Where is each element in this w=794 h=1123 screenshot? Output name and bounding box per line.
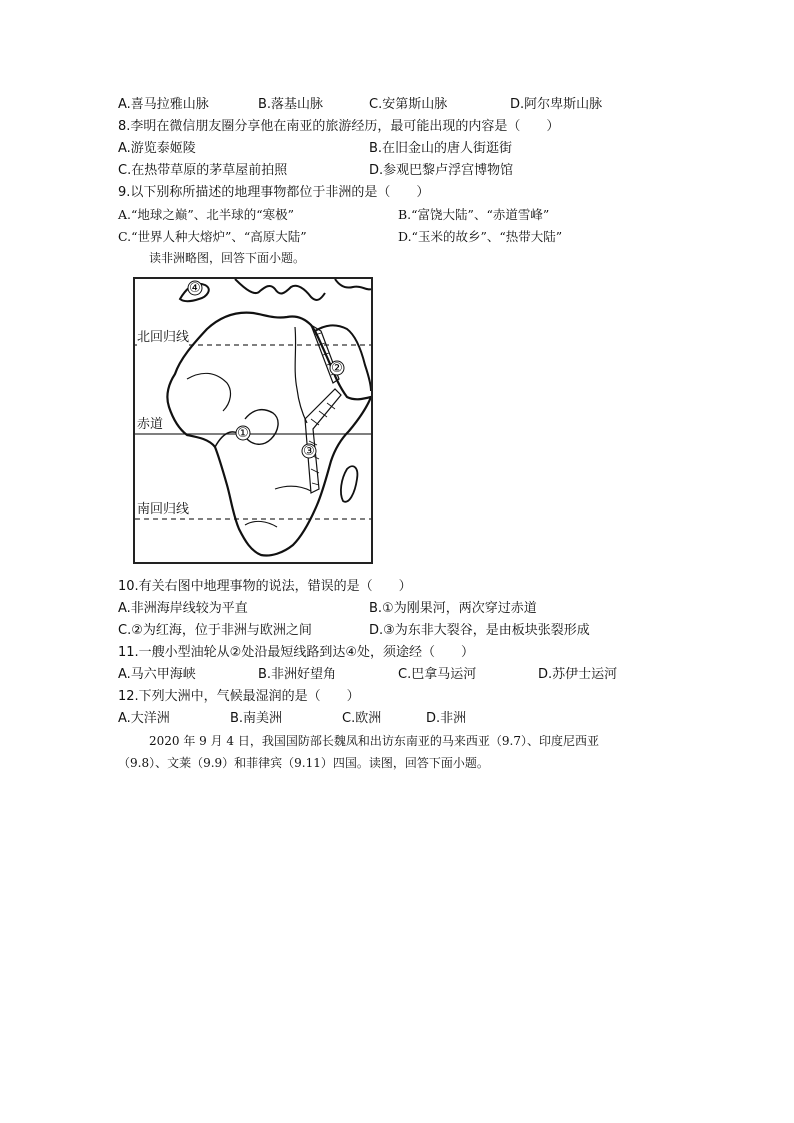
q8-option-d[interactable]: D.参观巴黎卢浮宫博物馆	[369, 163, 514, 178]
marker-2: ②	[331, 361, 343, 376]
q11-stem: 11.一艘小型油轮从②处沿最短线路到达④处，须途经（ ）	[118, 645, 474, 660]
q12-option-b[interactable]: B.南美洲	[230, 711, 283, 726]
passage-line-2: （9.8）、文莱（9.9）和菲律宾（9.11）四国。读图，回答下面小题。	[118, 756, 489, 770]
nile-river	[295, 327, 307, 423]
equator-label: 赤道	[137, 417, 164, 432]
q10-option-c[interactable]: C.②为红海，位于非洲与欧洲之间	[118, 623, 312, 638]
q9-option-d[interactable]: D.“玉米的故乡”、“热带大陆”	[398, 229, 563, 244]
q11-option-b[interactable]: B.非洲好望角	[258, 667, 337, 682]
q9-option-a[interactable]: A.“地球之巅”、北半球的“寒极”	[118, 207, 295, 222]
marker-4: ④	[189, 281, 201, 296]
q11-option-c[interactable]: C.巴拿马运河	[398, 667, 477, 682]
tropic-south-label: 南回归线	[137, 502, 190, 517]
q7-option-b[interactable]: B.落基山脉	[258, 97, 324, 112]
map-intro: 读非洲略图，回答下面小题。	[149, 251, 306, 265]
q8-stem: 8.李明在微信朋友圈分享他在南亚的旅游经历，最可能出现的内容是（ ）	[118, 119, 560, 134]
east-african-rift	[305, 389, 341, 493]
q8-option-c[interactable]: C.在热带草原的茅草屋前拍照	[118, 163, 288, 178]
tropic-north-label: 北回归线	[137, 330, 190, 345]
asia-coast	[335, 279, 371, 289]
q9-option-c[interactable]: C.“世界人种大熔炉”、“高原大陆”	[118, 229, 307, 244]
q8-option-b[interactable]: B.在旧金山的唐人街逛街	[369, 141, 513, 156]
q7-option-c[interactable]: C.安第斯山脉	[369, 97, 448, 112]
europe-coast	[235, 279, 325, 300]
q10-option-a[interactable]: A.非洲海岸线较为平直	[118, 601, 248, 616]
q11-option-a[interactable]: A.马六甲海峡	[118, 667, 196, 682]
q7-option-d[interactable]: D.阿尔卑斯山脉	[510, 97, 603, 112]
passage-line-1: 2020 年 9 月 4 日，我国国防部长魏凤和出访东南亚的马来西亚（9.7）、印度尼西亚	[149, 734, 599, 748]
q12-option-c[interactable]: C.欧洲	[342, 711, 382, 726]
q9-option-b[interactable]: B.“富饶大陆”、“赤道雪峰”	[398, 207, 550, 222]
q8-option-a[interactable]: A.游览泰姬陵	[118, 141, 196, 156]
marker-3: ③	[303, 444, 315, 459]
q10-option-d[interactable]: D.③为东非大裂谷，是由板块张裂形成	[369, 623, 590, 638]
q9-stem: 9.以下别称所描述的地理事物都位于非洲的是（ ）	[118, 185, 430, 200]
africa-map-drawing	[135, 279, 371, 562]
marker-1: ①	[237, 426, 249, 441]
q10-option-b[interactable]: B.①为刚果河，两次穿过赤道	[369, 601, 537, 616]
q11-option-d[interactable]: D.苏伊士运河	[538, 667, 618, 682]
q10-stem: 10.有关右图中地理事物的说法，错误的是（ ）	[118, 579, 412, 594]
q12-option-a[interactable]: A.大洋洲	[118, 711, 170, 726]
madagascar	[341, 466, 357, 502]
q7-option-a[interactable]: A.喜马拉雅山脉	[118, 97, 209, 112]
q12-stem: 12.下列大洲中，气候最湿润的是（ ）	[118, 689, 360, 704]
congo-river	[245, 410, 278, 445]
q12-option-d[interactable]: D.非洲	[426, 711, 467, 726]
africa-map	[133, 277, 373, 564]
